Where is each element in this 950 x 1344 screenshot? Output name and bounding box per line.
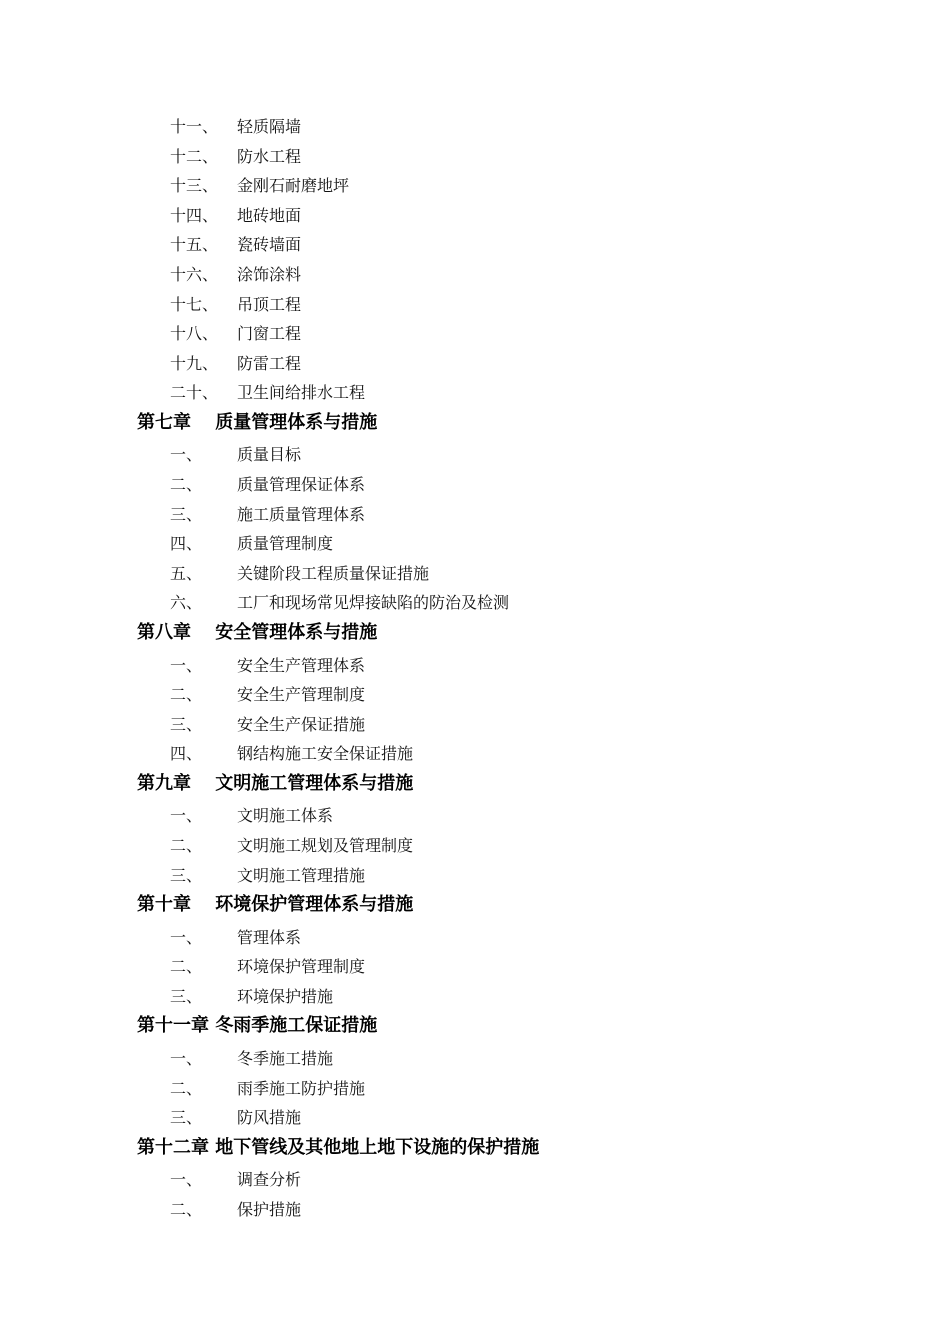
toc-entry	[0, 376, 950, 406]
toc-entry-title: 施工质量管理体系	[237, 504, 366, 524]
toc-entry-title: 门窗工程	[237, 324, 302, 344]
toc-entry-number: 十七、	[170, 294, 219, 314]
toc-entry-title: 保护措施	[237, 1199, 302, 1219]
toc-entry	[0, 1193, 950, 1223]
toc-entry-number: 三、	[170, 1108, 203, 1128]
toc-entry-title: 环境保护管理制度	[237, 957, 366, 977]
toc-entry	[0, 288, 950, 318]
toc-entry-number: 四、	[170, 744, 203, 764]
toc-entry-number: 一、	[170, 1048, 203, 1068]
toc-entry	[0, 347, 950, 377]
toc-entry-number: 五、	[170, 563, 203, 583]
toc-entry-title: 环境保护措施	[237, 986, 334, 1006]
toc-entry-title: 质量目标	[237, 445, 302, 465]
toc-entry-number: 三、	[170, 865, 203, 885]
toc-entry-title: 质量管理制度	[237, 534, 334, 554]
toc-entry-title: 钢结构施工安全保证措施	[237, 744, 414, 764]
toc-entry-title: 吊顶工程	[237, 294, 302, 314]
toc-entry-title: 防水工程	[237, 146, 302, 166]
toc-entry	[0, 737, 950, 767]
toc-entry	[0, 1072, 950, 1102]
toc-entry-number: 十四、	[170, 205, 219, 225]
toc-entry	[0, 1042, 950, 1072]
toc-entry-number: 十一、	[170, 117, 219, 136]
toc-entry-number: 一、	[170, 655, 203, 675]
toc-entry	[0, 110, 950, 140]
toc-entry	[0, 228, 950, 258]
toc-entry-title: 雨季施工防护措施	[237, 1078, 366, 1098]
toc-entry-title: 关键阶段工程质量保证措施	[237, 563, 430, 583]
toc-entry-number: 十三、	[170, 176, 219, 196]
toc-entry-title: 调查分析	[237, 1170, 302, 1190]
toc-entry-number: 二、	[170, 1078, 203, 1098]
toc-entry-title: 管理体系	[237, 927, 302, 947]
toc-entry-number: 十八、	[170, 324, 219, 344]
toc-entry	[0, 258, 950, 288]
toc-entry-number: 一、	[170, 1170, 203, 1190]
toc-entry	[0, 921, 950, 951]
toc-entry	[0, 1101, 950, 1131]
toc-entry-number: 十二、	[170, 146, 219, 166]
toc-entry-number: 一、	[170, 445, 203, 465]
chapter-title: 第十章 环境保护管理体系与措施	[137, 894, 414, 916]
toc-entry-title: 轻质隔墙	[237, 117, 302, 136]
toc-entry-number: 三、	[170, 504, 203, 524]
toc-entry	[0, 859, 950, 889]
toc-entry	[0, 468, 950, 498]
toc-entry	[0, 708, 950, 738]
toc-entry	[0, 980, 950, 1010]
toc-entry	[0, 169, 950, 199]
chapter-title: 第十一章 冬雨季施工保证措施	[137, 1015, 378, 1037]
toc-entry	[0, 799, 950, 829]
toc-entry-number: 二、	[170, 475, 203, 495]
toc-entry	[0, 557, 950, 587]
toc-entry-number: 三、	[170, 714, 203, 734]
toc-entry	[0, 649, 950, 679]
toc-entry-title: 防雷工程	[237, 353, 302, 373]
toc-entry-title: 卫生间给排水工程	[237, 383, 366, 403]
toc-chapter-heading	[0, 888, 950, 921]
toc-entry	[0, 527, 950, 557]
toc-entry-title: 瓷砖墙面	[237, 235, 302, 255]
toc-entry-title: 涂饰涂料	[237, 264, 302, 284]
toc-entry-number: 十九、	[170, 353, 219, 373]
toc-entry-title: 地砖地面	[237, 205, 302, 225]
toc-entry	[0, 498, 950, 528]
toc-entry-number: 二、	[170, 1199, 203, 1219]
toc-entry-number: 一、	[170, 806, 203, 826]
toc-entry-number: 二、	[170, 835, 203, 855]
toc-entry-title: 文明施工规划及管理制度	[237, 835, 414, 855]
toc-entry	[0, 950, 950, 980]
toc-entry	[0, 317, 950, 347]
toc-entry-number: 四、	[170, 534, 203, 554]
chapter-title: 第九章 文明施工管理体系与措施	[137, 772, 414, 794]
toc-entry-title: 文明施工体系	[237, 806, 334, 826]
table-of-contents	[0, 110, 950, 1222]
toc-entry-title: 质量管理保证体系	[237, 475, 366, 495]
toc-chapter-heading	[0, 1009, 950, 1042]
toc-chapter-heading	[0, 616, 950, 649]
toc-entry-title: 安全生产管理制度	[237, 685, 366, 705]
toc-entry-number: 三、	[170, 986, 203, 1006]
chapter-title: 第八章 安全管理体系与措施	[137, 622, 378, 643]
toc-entry	[0, 199, 950, 229]
toc-entry-title: 金刚石耐磨地坪	[237, 176, 350, 196]
toc-entry	[0, 438, 950, 468]
toc-entry-title: 安全生产保证措施	[237, 714, 366, 734]
toc-entry-number: 十六、	[170, 264, 219, 284]
toc-chapter-heading	[0, 406, 950, 439]
toc-entry-title: 文明施工管理措施	[237, 865, 366, 885]
toc-entry-number: 十五、	[170, 235, 219, 255]
toc-entry-number: 六、	[170, 593, 203, 613]
toc-entry	[0, 678, 950, 708]
toc-chapter-heading	[0, 767, 950, 800]
toc-entry-number: 二、	[170, 685, 203, 705]
toc-entry-title: 工厂和现场常见焊接缺陷的防治及检测	[237, 593, 510, 613]
toc-entry-title: 防风措施	[237, 1108, 302, 1128]
toc-chapter-heading	[0, 1131, 950, 1164]
toc-entry	[0, 1163, 950, 1193]
toc-entry	[0, 140, 950, 170]
toc-entry	[0, 829, 950, 859]
chapter-title: 第七章 质量管理体系与措施	[137, 411, 378, 433]
toc-entry-title: 冬季施工措施	[237, 1048, 334, 1068]
chapter-title: 第十二章 地下管线及其他地上地下设施的保护措施	[137, 1136, 540, 1158]
toc-entry-number: 一、	[170, 927, 203, 947]
toc-entry-number: 二十、	[170, 383, 219, 403]
toc-entry-title: 安全生产管理体系	[237, 655, 366, 675]
toc-entry	[0, 586, 950, 616]
toc-entry-number: 二、	[170, 957, 203, 977]
